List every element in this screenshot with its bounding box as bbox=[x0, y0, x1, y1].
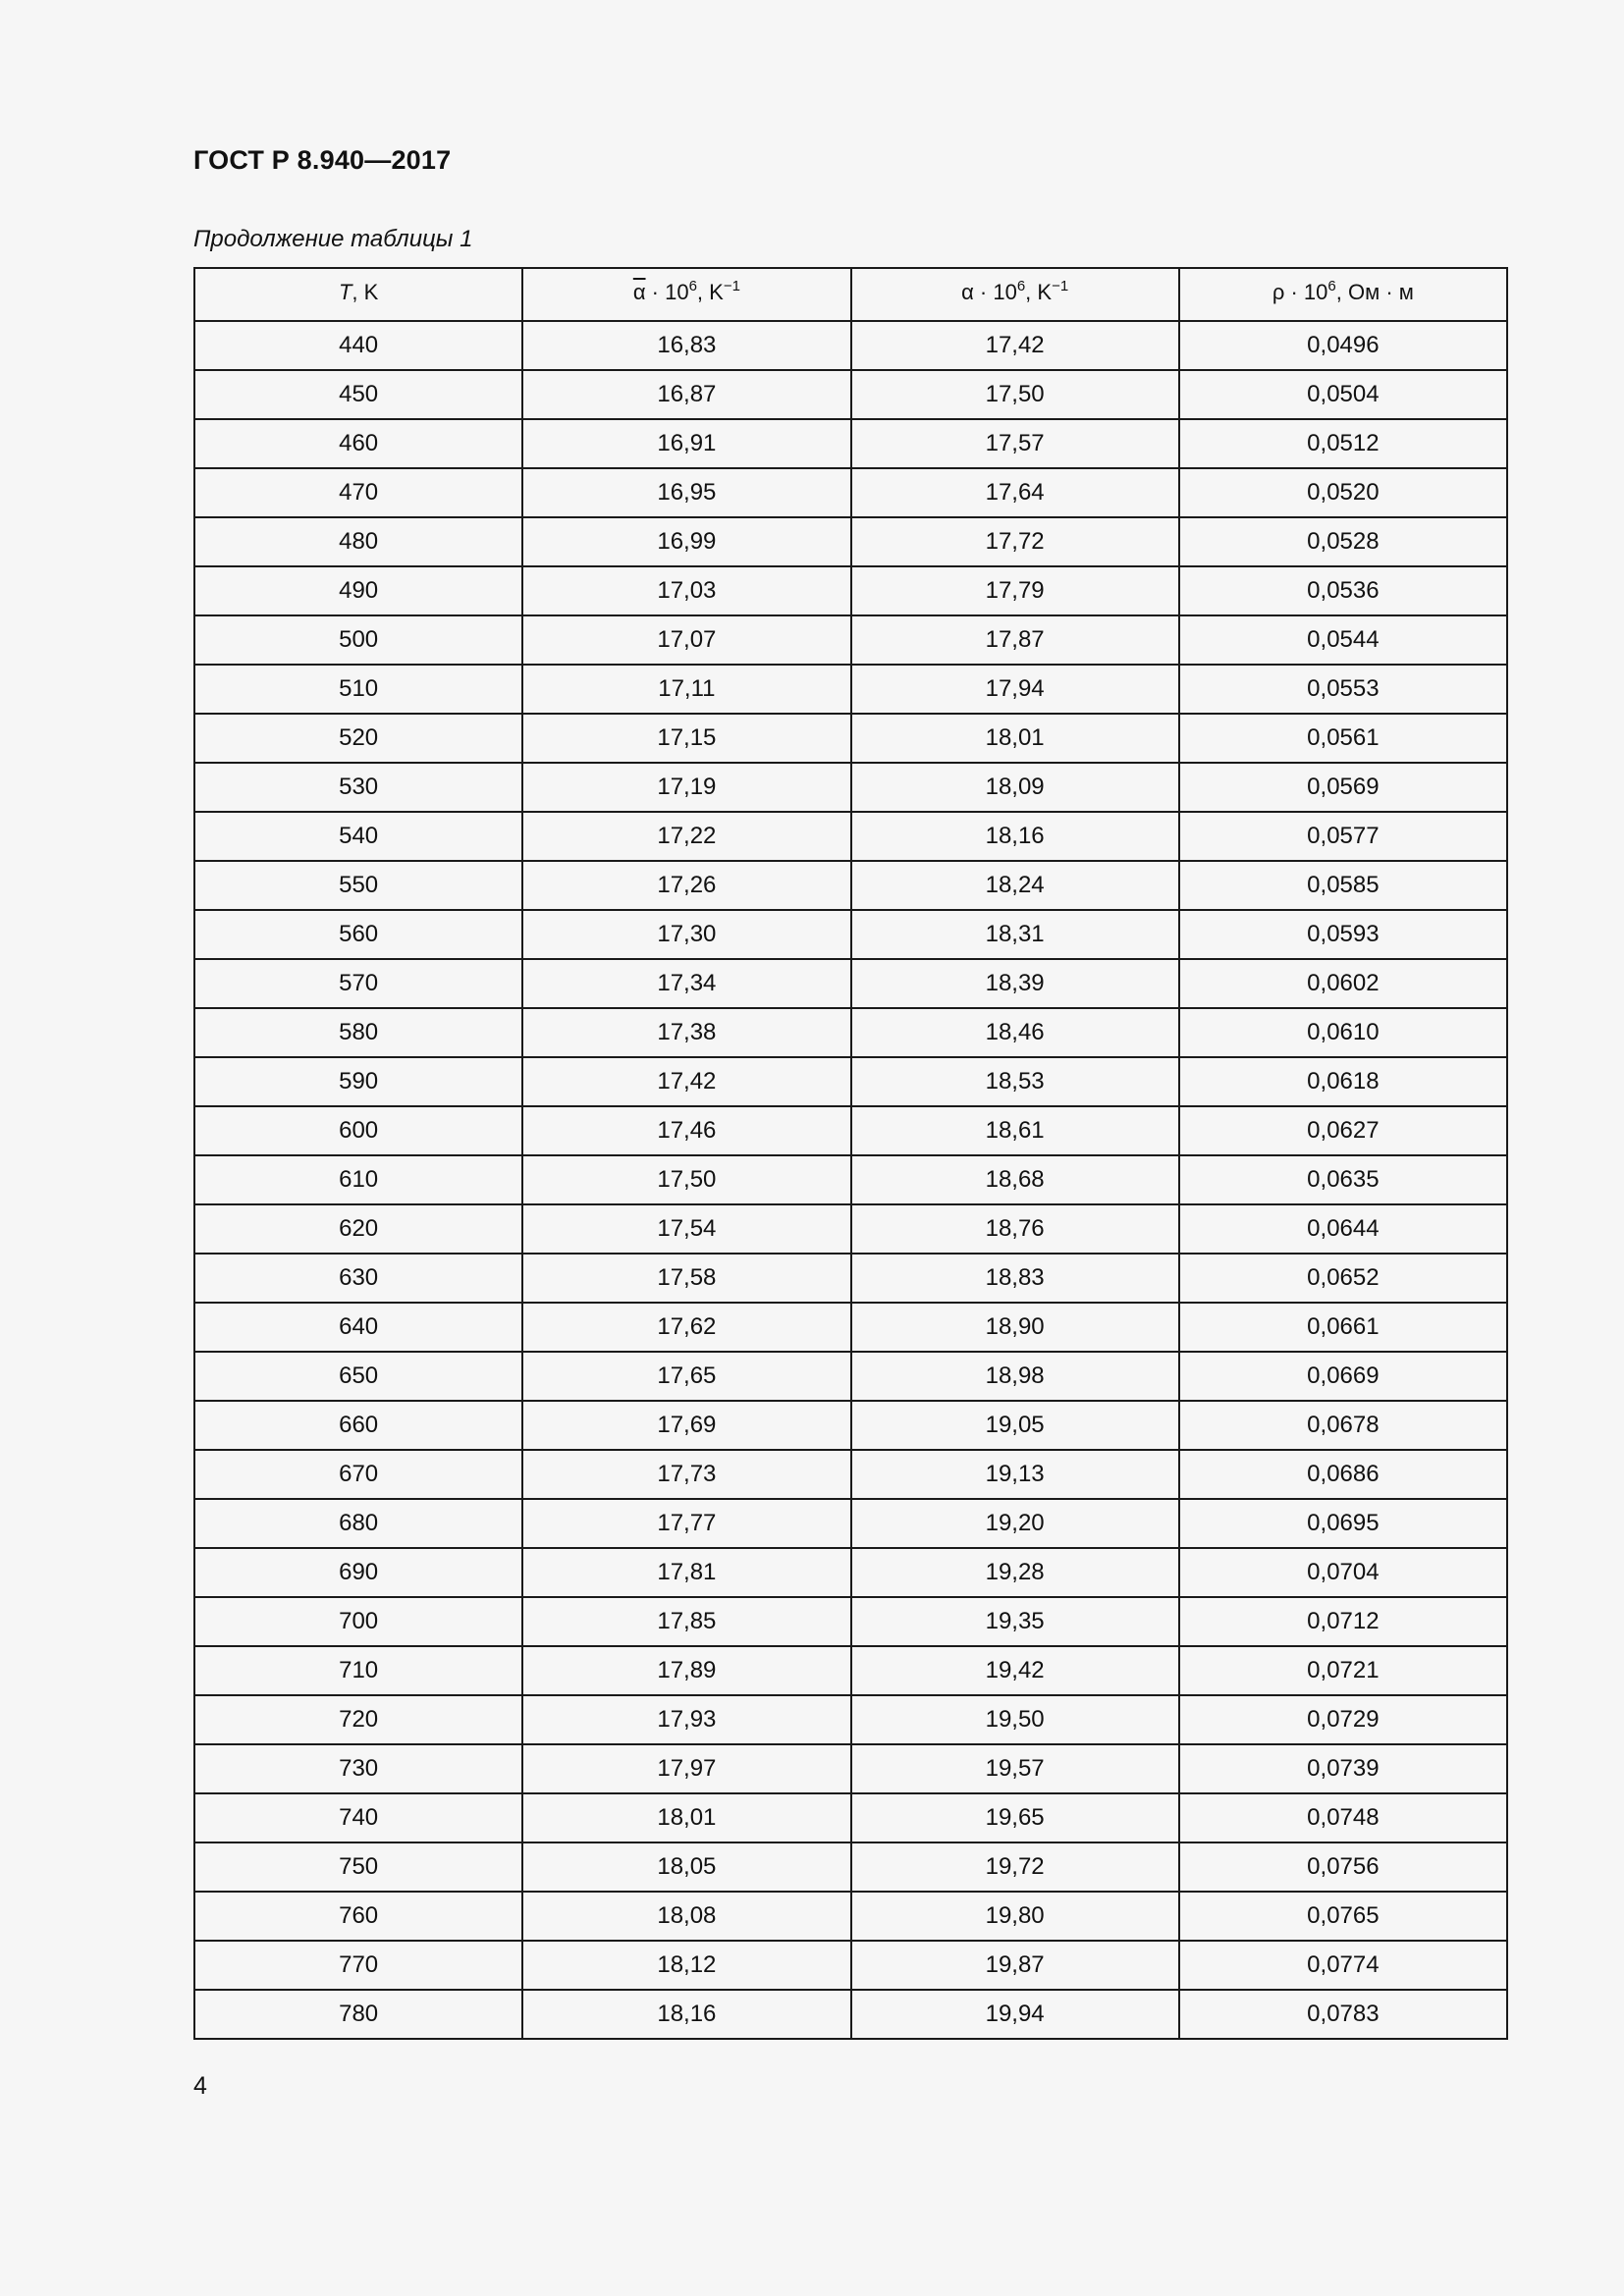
table-row bbox=[194, 566, 1507, 615]
cell-temperature: 770 bbox=[194, 1941, 522, 1990]
table-row bbox=[194, 1057, 1507, 1106]
cell-resistivity: 0,0504 bbox=[1179, 370, 1507, 419]
cell-resistivity: 0,0748 bbox=[1179, 1793, 1507, 1842]
cell-true-expansion: 19,50 bbox=[851, 1695, 1179, 1744]
cell-resistivity: 0,0569 bbox=[1179, 763, 1507, 812]
table-row bbox=[194, 763, 1507, 812]
cell-resistivity: 0,0512 bbox=[1179, 419, 1507, 468]
cell-temperature: 600 bbox=[194, 1106, 522, 1155]
cell-temperature: 670 bbox=[194, 1450, 522, 1499]
cell-mean-expansion: 17,30 bbox=[522, 910, 850, 959]
cell-resistivity: 0,0669 bbox=[1179, 1352, 1507, 1401]
cell-resistivity: 0,0561 bbox=[1179, 714, 1507, 763]
cell-temperature: 520 bbox=[194, 714, 522, 763]
table-row bbox=[194, 1892, 1507, 1941]
cell-true-expansion: 18,53 bbox=[851, 1057, 1179, 1106]
cell-resistivity: 0,0520 bbox=[1179, 468, 1507, 517]
cell-true-expansion: 17,87 bbox=[851, 615, 1179, 665]
cell-resistivity: 0,0627 bbox=[1179, 1106, 1507, 1155]
table-row bbox=[194, 1401, 1507, 1450]
cell-mean-expansion: 17,26 bbox=[522, 861, 850, 910]
table-row bbox=[194, 910, 1507, 959]
cell-temperature: 750 bbox=[194, 1842, 522, 1892]
cell-mean-expansion: 17,73 bbox=[522, 1450, 850, 1499]
cell-resistivity: 0,0783 bbox=[1179, 1990, 1507, 2039]
table-caption: Продолжение таблицы 1 bbox=[193, 226, 473, 252]
cell-true-expansion: 19,13 bbox=[851, 1450, 1179, 1499]
cell-temperature: 760 bbox=[194, 1892, 522, 1941]
cell-mean-expansion: 17,22 bbox=[522, 812, 850, 861]
col-header-true-expansion: $\alpha \cdot 10^6$, $K^{-1}$ bbox=[851, 268, 1179, 316]
cell-mean-expansion: 17,34 bbox=[522, 959, 850, 1008]
cell-temperature: 590 bbox=[194, 1057, 522, 1106]
cell-resistivity: 0,0678 bbox=[1179, 1401, 1507, 1450]
table-row bbox=[194, 419, 1507, 468]
cell-temperature: 560 bbox=[194, 910, 522, 959]
cell-resistivity: 0,0585 bbox=[1179, 861, 1507, 910]
table-row bbox=[194, 1155, 1507, 1204]
cell-mean-expansion: 17,38 bbox=[522, 1008, 850, 1057]
cell-mean-expansion: 18,01 bbox=[522, 1793, 850, 1842]
cell-resistivity: 0,0686 bbox=[1179, 1450, 1507, 1499]
cell-mean-expansion: 17,77 bbox=[522, 1499, 850, 1548]
col-header-temperature: T, K bbox=[194, 268, 522, 316]
cell-mean-expansion: 17,93 bbox=[522, 1695, 850, 1744]
cell-resistivity: 0,0553 bbox=[1179, 665, 1507, 714]
cell-mean-expansion: 17,15 bbox=[522, 714, 850, 763]
cell-mean-expansion: 16,95 bbox=[522, 468, 850, 517]
table-row bbox=[194, 1254, 1507, 1303]
cell-mean-expansion: 16,99 bbox=[522, 517, 850, 566]
table-row bbox=[194, 517, 1507, 566]
cell-resistivity: 0,0577 bbox=[1179, 812, 1507, 861]
cell-mean-expansion: 16,83 bbox=[522, 321, 850, 370]
cell-temperature: 490 bbox=[194, 566, 522, 615]
cell-resistivity: 0,0644 bbox=[1179, 1204, 1507, 1254]
cell-temperature: 690 bbox=[194, 1548, 522, 1597]
cell-resistivity: 0,0528 bbox=[1179, 517, 1507, 566]
col-header-resistivity: $\rho \cdot 10^6$, Ом · м bbox=[1179, 268, 1507, 316]
cell-temperature: 540 bbox=[194, 812, 522, 861]
table-body bbox=[194, 321, 1507, 2039]
cell-mean-expansion: 17,42 bbox=[522, 1057, 850, 1106]
cell-true-expansion: 19,87 bbox=[851, 1941, 1179, 1990]
cell-true-expansion: 18,68 bbox=[851, 1155, 1179, 1204]
cell-temperature: 660 bbox=[194, 1401, 522, 1450]
cell-resistivity: 0,0652 bbox=[1179, 1254, 1507, 1303]
document-header: ГОСТ Р 8.940—2017 bbox=[193, 145, 452, 175]
cell-resistivity: 0,0544 bbox=[1179, 615, 1507, 665]
cell-resistivity: 0,0765 bbox=[1179, 1892, 1507, 1941]
cell-temperature: 650 bbox=[194, 1352, 522, 1401]
cell-true-expansion: 17,94 bbox=[851, 665, 1179, 714]
table-row bbox=[194, 1106, 1507, 1155]
cell-temperature: 460 bbox=[194, 419, 522, 468]
cell-temperature: 580 bbox=[194, 1008, 522, 1057]
cell-temperature: 700 bbox=[194, 1597, 522, 1646]
cell-resistivity: 0,0695 bbox=[1179, 1499, 1507, 1548]
cell-temperature: 630 bbox=[194, 1254, 522, 1303]
table-row bbox=[194, 1990, 1507, 2039]
cell-mean-expansion: 17,97 bbox=[522, 1744, 850, 1793]
cell-mean-expansion: 17,46 bbox=[522, 1106, 850, 1155]
cell-resistivity: 0,0721 bbox=[1179, 1646, 1507, 1695]
cell-temperature: 740 bbox=[194, 1793, 522, 1842]
table-row bbox=[194, 370, 1507, 419]
cell-true-expansion: 18,61 bbox=[851, 1106, 1179, 1155]
cell-mean-expansion: 17,81 bbox=[522, 1548, 850, 1597]
cell-true-expansion: 19,42 bbox=[851, 1646, 1179, 1695]
table-row bbox=[194, 861, 1507, 910]
cell-resistivity: 0,0729 bbox=[1179, 1695, 1507, 1744]
cell-mean-expansion: 17,69 bbox=[522, 1401, 850, 1450]
cell-true-expansion: 19,80 bbox=[851, 1892, 1179, 1941]
table-row bbox=[194, 321, 1507, 370]
cell-true-expansion: 19,57 bbox=[851, 1744, 1179, 1793]
cell-true-expansion: 18,90 bbox=[851, 1303, 1179, 1352]
cell-true-expansion: 19,94 bbox=[851, 1990, 1179, 2039]
cell-temperature: 610 bbox=[194, 1155, 522, 1204]
cell-mean-expansion: 17,85 bbox=[522, 1597, 850, 1646]
cell-true-expansion: 18,01 bbox=[851, 714, 1179, 763]
cell-true-expansion: 19,05 bbox=[851, 1401, 1179, 1450]
cell-temperature: 440 bbox=[194, 321, 522, 370]
cell-resistivity: 0,0602 bbox=[1179, 959, 1507, 1008]
cell-mean-expansion: 17,50 bbox=[522, 1155, 850, 1204]
col-header-mean-expansion: $\overline{\alpha} \cdot 10^6$, $K^{-1}$ bbox=[522, 268, 850, 316]
cell-resistivity: 0,0739 bbox=[1179, 1744, 1507, 1793]
table-row bbox=[194, 1744, 1507, 1793]
cell-true-expansion: 18,16 bbox=[851, 812, 1179, 861]
cell-mean-expansion: 17,03 bbox=[522, 566, 850, 615]
table-row bbox=[194, 812, 1507, 861]
cell-mean-expansion: 17,65 bbox=[522, 1352, 850, 1401]
cell-true-expansion: 18,24 bbox=[851, 861, 1179, 910]
cell-temperature: 680 bbox=[194, 1499, 522, 1548]
cell-temperature: 710 bbox=[194, 1646, 522, 1695]
table-row bbox=[194, 615, 1507, 665]
cell-mean-expansion: 17,07 bbox=[522, 615, 850, 665]
header-row bbox=[194, 268, 1507, 316]
cell-true-expansion: 17,42 bbox=[851, 321, 1179, 370]
cell-true-expansion: 17,57 bbox=[851, 419, 1179, 468]
cell-true-expansion: 17,72 bbox=[851, 517, 1179, 566]
cell-mean-expansion: 16,91 bbox=[522, 419, 850, 468]
cell-mean-expansion: 17,19 bbox=[522, 763, 850, 812]
data-table bbox=[193, 267, 1508, 2040]
cell-true-expansion: 17,64 bbox=[851, 468, 1179, 517]
table-row bbox=[194, 1499, 1507, 1548]
cell-temperature: 480 bbox=[194, 517, 522, 566]
cell-true-expansion: 18,83 bbox=[851, 1254, 1179, 1303]
table-row bbox=[194, 1303, 1507, 1352]
cell-temperature: 550 bbox=[194, 861, 522, 910]
cell-temperature: 780 bbox=[194, 1990, 522, 2039]
cell-true-expansion: 19,35 bbox=[851, 1597, 1179, 1646]
table-row bbox=[194, 1793, 1507, 1842]
table-row bbox=[194, 1597, 1507, 1646]
cell-resistivity: 0,0593 bbox=[1179, 910, 1507, 959]
table-row bbox=[194, 1941, 1507, 1990]
cell-temperature: 500 bbox=[194, 615, 522, 665]
table-row bbox=[194, 1548, 1507, 1597]
cell-temperature: 470 bbox=[194, 468, 522, 517]
cell-mean-expansion: 18,16 bbox=[522, 1990, 850, 2039]
cell-mean-expansion: 16,87 bbox=[522, 370, 850, 419]
cell-true-expansion: 19,28 bbox=[851, 1548, 1179, 1597]
cell-mean-expansion: 17,62 bbox=[522, 1303, 850, 1352]
cell-mean-expansion: 17,11 bbox=[522, 665, 850, 714]
cell-true-expansion: 19,65 bbox=[851, 1793, 1179, 1842]
table-row bbox=[194, 665, 1507, 714]
cell-true-expansion: 19,20 bbox=[851, 1499, 1179, 1548]
table-row bbox=[194, 959, 1507, 1008]
table-row bbox=[194, 1204, 1507, 1254]
cell-mean-expansion: 17,89 bbox=[522, 1646, 850, 1695]
table-row bbox=[194, 468, 1507, 517]
cell-mean-expansion: 18,12 bbox=[522, 1941, 850, 1990]
cell-resistivity: 0,0756 bbox=[1179, 1842, 1507, 1892]
cell-temperature: 730 bbox=[194, 1744, 522, 1793]
cell-temperature: 620 bbox=[194, 1204, 522, 1254]
cell-resistivity: 0,0704 bbox=[1179, 1548, 1507, 1597]
cell-temperature: 570 bbox=[194, 959, 522, 1008]
table-row bbox=[194, 1646, 1507, 1695]
cell-true-expansion: 17,50 bbox=[851, 370, 1179, 419]
cell-mean-expansion: 17,58 bbox=[522, 1254, 850, 1303]
table-row bbox=[194, 1450, 1507, 1499]
cell-true-expansion: 18,98 bbox=[851, 1352, 1179, 1401]
cell-mean-expansion: 18,05 bbox=[522, 1842, 850, 1892]
table-row bbox=[194, 714, 1507, 763]
cell-resistivity: 0,0661 bbox=[1179, 1303, 1507, 1352]
table-row bbox=[194, 1695, 1507, 1744]
cell-mean-expansion: 17,54 bbox=[522, 1204, 850, 1254]
cell-true-expansion: 18,46 bbox=[851, 1008, 1179, 1057]
cell-true-expansion: 18,76 bbox=[851, 1204, 1179, 1254]
table-header bbox=[194, 268, 1507, 321]
table-row bbox=[194, 1352, 1507, 1401]
table-row bbox=[194, 1008, 1507, 1057]
cell-temperature: 510 bbox=[194, 665, 522, 714]
cell-true-expansion: 18,39 bbox=[851, 959, 1179, 1008]
cell-true-expansion: 18,31 bbox=[851, 910, 1179, 959]
cell-resistivity: 0,0712 bbox=[1179, 1597, 1507, 1646]
cell-temperature: 720 bbox=[194, 1695, 522, 1744]
cell-temperature: 640 bbox=[194, 1303, 522, 1352]
cell-true-expansion: 17,79 bbox=[851, 566, 1179, 615]
cell-temperature: 530 bbox=[194, 763, 522, 812]
cell-resistivity: 0,0618 bbox=[1179, 1057, 1507, 1106]
cell-mean-expansion: 18,08 bbox=[522, 1892, 850, 1941]
cell-resistivity: 0,0536 bbox=[1179, 566, 1507, 615]
cell-resistivity: 0,0774 bbox=[1179, 1941, 1507, 1990]
cell-true-expansion: 18,09 bbox=[851, 763, 1179, 812]
cell-resistivity: 0,0610 bbox=[1179, 1008, 1507, 1057]
table-row bbox=[194, 1842, 1507, 1892]
cell-resistivity: 0,0496 bbox=[1179, 321, 1507, 370]
page-number: 4 bbox=[193, 2072, 207, 2100]
cell-resistivity: 0,0635 bbox=[1179, 1155, 1507, 1204]
cell-temperature: 450 bbox=[194, 370, 522, 419]
cell-true-expansion: 19,72 bbox=[851, 1842, 1179, 1892]
